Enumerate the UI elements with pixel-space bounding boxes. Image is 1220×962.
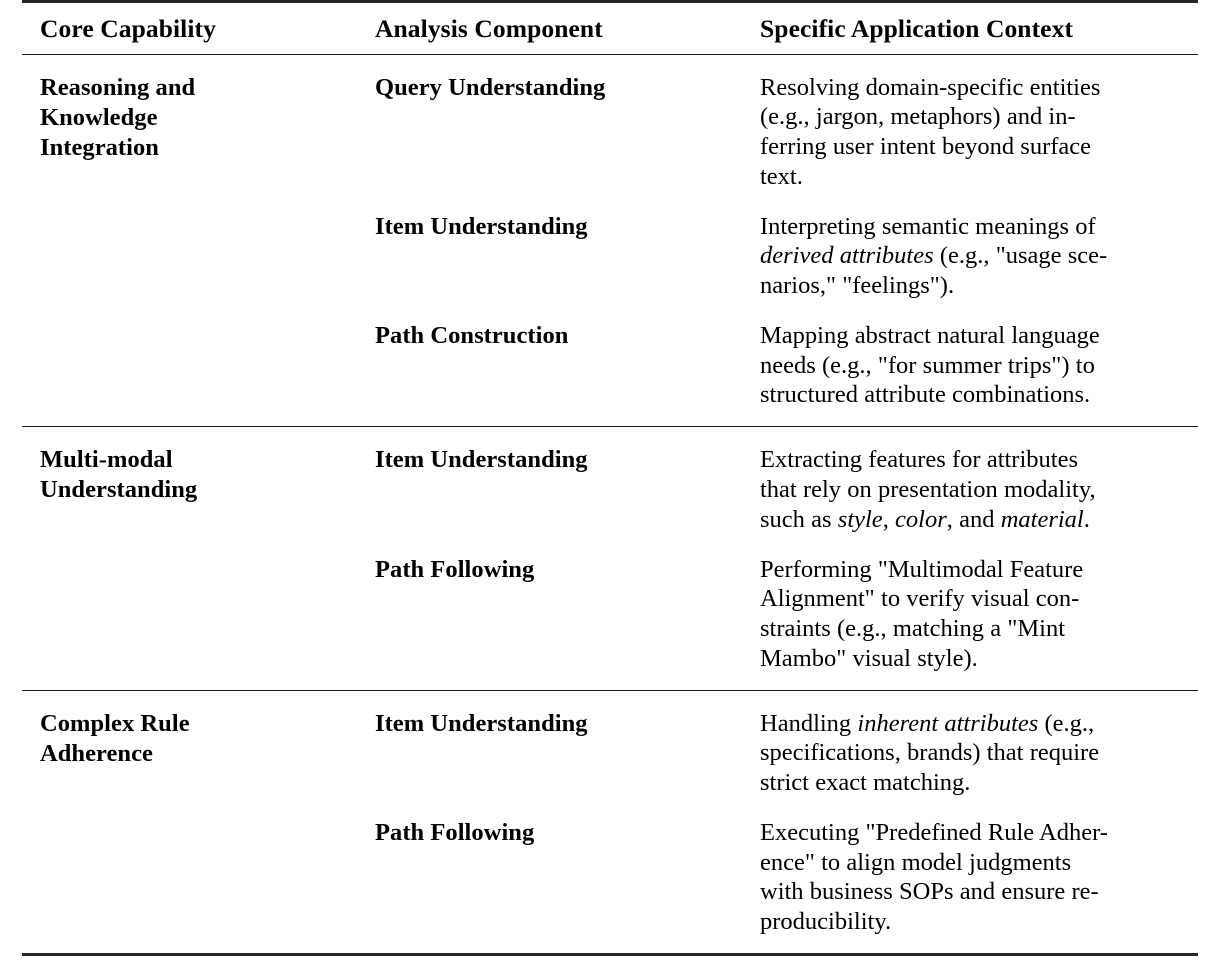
cell-analysis-component: Query Understanding bbox=[375, 73, 606, 101]
cell-application-context: Performing "Multimodal Feature Alignment" to verify visual con- straints (e.g., matching a "Mint Mambo" visual style). bbox=[760, 555, 1084, 672]
cell-analysis-component: Item Understanding bbox=[375, 709, 588, 737]
cell-application-context: Executing "Predefined Rule Adher- ence" to align model judgments with business SOPs and ensure re- producibility. bbox=[760, 818, 1108, 936]
table-row bbox=[22, 690, 1198, 798]
cell-analysis-component: Path Following bbox=[375, 818, 535, 846]
column-header-analysis-component: Analysis Component bbox=[375, 14, 603, 43]
cell-analysis-component: Path Construction bbox=[375, 321, 569, 349]
table-row bbox=[22, 427, 1198, 535]
cell-core-capability: Complex Rule Adherence bbox=[40, 709, 190, 767]
header-row bbox=[22, 2, 1198, 55]
cell-analysis-component: Item Understanding bbox=[375, 212, 588, 240]
cell-application-context: Handling inherent attributes (e.g., specifications, brands) that require strict exact matching. bbox=[760, 709, 1100, 797]
table-row bbox=[22, 54, 1198, 192]
column-header-specific-application-context: Specific Application Context bbox=[760, 14, 1074, 43]
cell-application-context: Extracting features for attributes that rely on presentation modality, such as style, color, and material. bbox=[760, 446, 1096, 533]
table-header bbox=[22, 2, 1198, 55]
cell-application-context: Interpreting semantic meanings of derived attributes (e.g., "usage sce- narios," "feelings"). bbox=[760, 212, 1108, 300]
cell-analysis-component: Item Understanding bbox=[375, 446, 588, 474]
cell-analysis-component: Path Following bbox=[375, 555, 535, 583]
cell-core-capability: Reasoning and Knowledge Integration bbox=[40, 73, 196, 162]
cell-application-context: Resolving domain-specific entities (e.g., jargon, metaphors) and in- ferring user intent beyond surface text. bbox=[760, 73, 1101, 190]
cell-core-capability: Multi-modal Understanding bbox=[40, 446, 198, 504]
table-body bbox=[22, 54, 1198, 954]
column-header-core-capability: Core Capability bbox=[40, 14, 216, 43]
capability-analysis-table bbox=[22, 0, 1198, 956]
cell-application-context: Mapping abstract natural language needs (e.g., "for summer trips") to structured attribute combinations. bbox=[760, 321, 1100, 409]
